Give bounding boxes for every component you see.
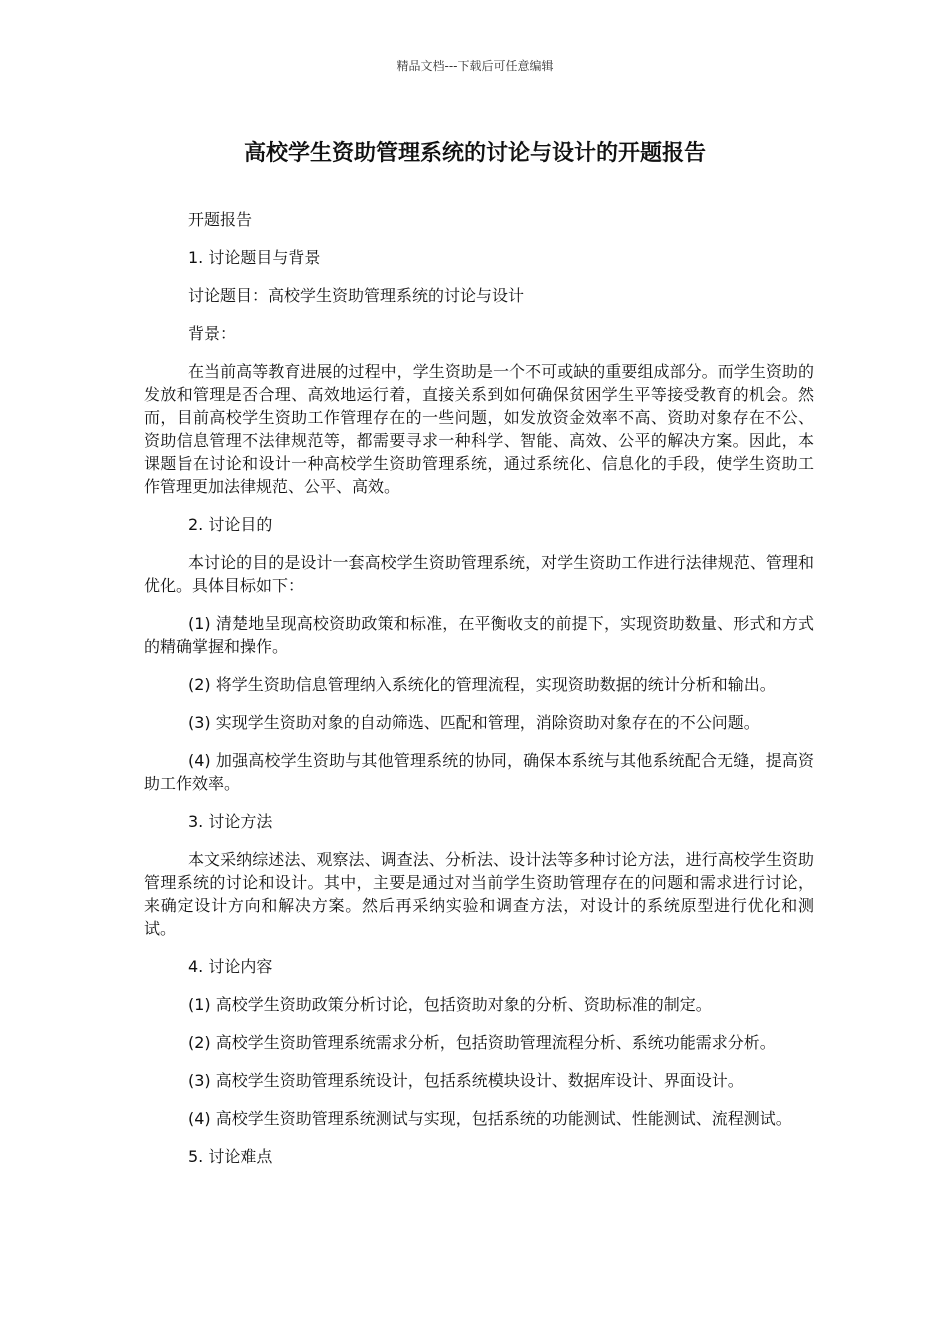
topic-line: 讨论题目：高校学生资助管理系统的讨论与设计 [188, 286, 525, 305]
goal-item-3: (3) 实现学生资助对象的自动筛选、匹配和管理，消除资助对象存在的不公问题。 [188, 713, 760, 732]
content-item-4: (4) 高校学生资助管理系统测试与实现，包括系统的功能测试、性能测试、流程测试。 [188, 1109, 792, 1128]
background-label: 背景： [188, 324, 237, 343]
heading-report: 开题报告 [188, 210, 253, 229]
goal-item-4: (4) 加强高校学生资助与其他管理系统的协同，确保本系统与其他系统配合无缝，提高资助工作效率。 [144, 751, 814, 793]
section-heading-4: 4. 讨论内容 [188, 957, 273, 976]
page-header: 精品文档---下载后可任意编辑 [396, 59, 554, 73]
document-title: 高校学生资助管理系统的讨论与设计的开题报告 [243, 141, 706, 166]
goal-item-1: (1) 清楚地呈现高校资助政策和标准，在平衡收支的前提下，实现资助数量、形式和方式的精确掌握和操作。 [144, 614, 814, 656]
background-paragraph: 在当前高等教育进展的过程中，学生资助是一个不可或缺的重要组成部分。而学生资助的发放和管理是否合理、高效地运行着，直接关系到如何确保贫困学生平等接受教育的机会。然而，目前高校学生资助工作管理存在的一些问题，如发放资金效率不高、资助对象存在不公、资助信息管理不法律规范等，都需要寻求一种科学、智能、高效、公平的解决方案。因此，本课题旨在讨论和设计一种高校学生资助管理系统，通过系统化、信息化的手段，使学生资助工作管理更加法律规范、公平、高效。 [144, 362, 814, 496]
method-paragraph: 本文采纳综述法、观察法、调查法、分析法、设计法等多种讨论方法，进行高校学生资助管理系统的讨论和设计。其中，主要是通过对当前学生资助管理存在的问题和需求进行讨论，来确定设计方向和解决方案。然后再采纳实验和调查方法，对设计的系统原型进行优化和测试。 [144, 850, 814, 938]
content-item-3: (3) 高校学生资助管理系统设计，包括系统模块设计、数据库设计、界面设计。 [188, 1071, 744, 1090]
section-heading-5: 5. 讨论难点 [188, 1147, 273, 1166]
content-item-2: (2) 高校学生资助管理系统需求分析，包括资助管理流程分析、系统功能需求分析。 [188, 1033, 776, 1052]
section-heading-1: 1. 讨论题目与背景 [188, 248, 321, 267]
purpose-paragraph: 本讨论的目的是设计一套高校学生资助管理系统，对学生资助工作进行法律规范、管理和优化。具体目标如下： [144, 553, 814, 595]
content-item-1: (1) 高校学生资助政策分析讨论，包括资助对象的分析、资助标准的制定。 [188, 995, 712, 1014]
document-body [144, 208, 814, 1183]
goal-item-2: (2) 将学生资助信息管理纳入系统化的管理流程，实现资助数据的统计分析和输出。 [188, 675, 776, 694]
section-heading-2: 2. 讨论目的 [188, 515, 273, 534]
section-heading-3: 3. 讨论方法 [188, 812, 273, 831]
